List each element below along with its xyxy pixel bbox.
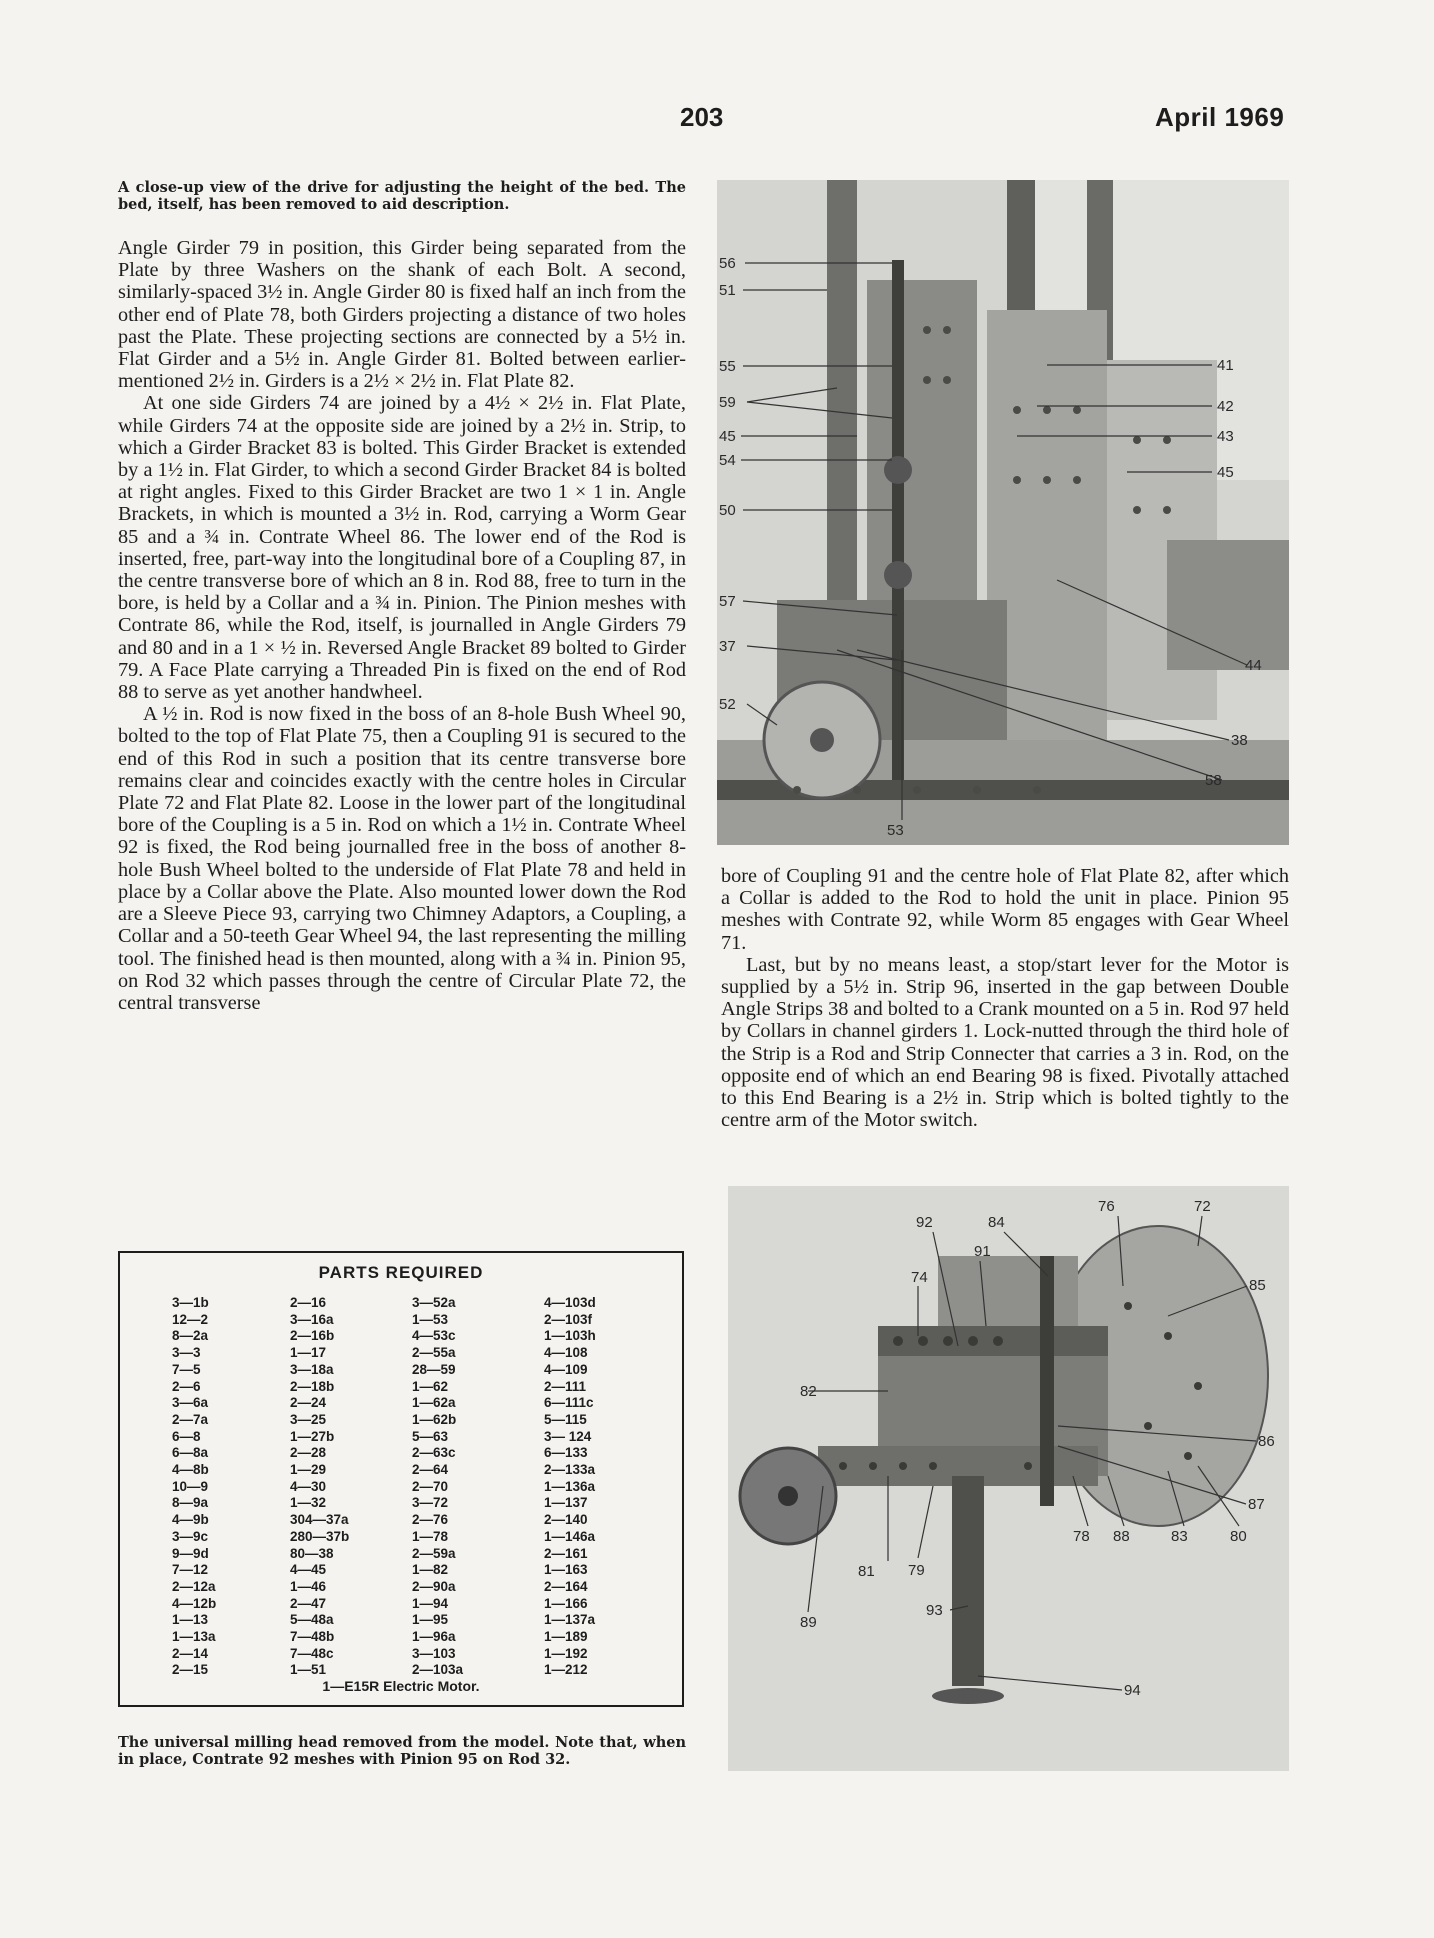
- parts-footer: 1—E15R Electric Motor.: [322, 1678, 480, 1694]
- parts-item: 4—109: [544, 1361, 588, 1377]
- paragraph: bore of Coupling 91 and the centre hole of Flat Plate 82, after which a Collar is added to the Rod to hold the unit in place. Pinion 95 meshes with Contrate 92, while Worm 85 engages with Gear Wheel 71.: [721, 865, 1289, 954]
- parts-item: 2—16b: [290, 1328, 335, 1344]
- photo-milling-head-illustration: [728, 1186, 1289, 1771]
- callout-label: 57: [719, 593, 736, 610]
- callout-label: 50: [719, 502, 736, 519]
- callout-label: 89: [800, 1614, 817, 1631]
- parts-item: 5—115: [544, 1411, 587, 1427]
- callout-label: 76: [1098, 1198, 1115, 1215]
- paragraph: Angle Girder 79 in position, this Girder being separated from the Plate by three Washers on the shank of each Bolt. A second, similarly-spaced 3½ in. Angle Girder 80 is fixed half an inch from the other end of Plate 78, both Girders projecting a distance of two holes past the Plate. These projecting sections are connected by a 5½ in. Flat Girder and a 5½ in. Angle Girder 81. Bolted between earlier-mentioned 2½ in. Girders is a 2½ × 2½ in. Flat Plate 82.: [118, 237, 686, 393]
- paragraph: A ½ in. Rod is now fixed in the boss of an 8-hole Bush Wheel 90, bolted to the top of Flat Plate 75, then a Coupling 91 is secured to the end of this Rod in such a position that its centre transverse bore remains clear and coincides exactly with the centre holes in Circular Plate 72 and Flat Plate 82. Loose in the lower part of the longitudinal bore of the Coupling is a 5 in. Rod on which a 1½ in. Contrate Wheel 92 is fixed, the Rod being journalled free in the boss of another 8-hole Bush Wheel bolted to the underside of Flat Plate 78 and held in place by a Collar above the Plate. Also mounted lower down the Rod are a Sleeve Piece 93, carrying two Chimney Adaptors, a Coupling, a Collar and a 50-teeth Gear Wheel 94, the last representing the milling tool. The finished head is then mounted, along with a ¾ in. Pinion 95, on Rod 32 which passes through the centre of Circular Plate 72, the central transverse: [118, 703, 686, 1014]
- page-number: 203: [680, 102, 724, 132]
- parts-item: 80—38: [290, 1545, 334, 1561]
- paragraph: At one side Girders 74 are joined by a 4½ × 2½ in. Flat Plate, while Girders 74 at the opposite side are joined by a 2½ in. Strip, to which a Girder Bracket 83 is bolted. This Girder Bracket is extended by a 1½ in. Flat Girder, to which a second Girder Bracket 84 is bolted at right angles. Fixed to this Girder Bracket are two 1 × 1 in. Angle Brackets, in which is mounted a 3½ in. Rod, carrying a Worm Gear 85 and a ¾ in. Contrate Wheel 86. The lower end of the Rod is inserted, free, part-way into the longitudinal bore of a Coupling 87, in the centre transverse bore of which an 8 in. Rod 88, free to turn in the bore, is held by a Collar and a ¾ in. Pinion. The Pinion meshes with Contrate 86, while the Rod, itself, is journalled in Angle Girders 79 and 80 and in a 1 × ½ in. Reversed Angle Bracket 89 bolted to Girder 79. A Face Plate carrying a Threaded Pin is fixed on the end of Rod 88 to serve as yet another handwheel.: [118, 392, 686, 704]
- parts-item: 3—52a: [412, 1295, 456, 1310]
- parts-item: 1—94: [412, 1595, 449, 1611]
- parts-item: 2—111: [544, 1378, 587, 1394]
- parts-item: 280—37b: [290, 1528, 350, 1544]
- parts-item: 1—95: [412, 1612, 449, 1628]
- parts-item: 1—189: [544, 1629, 588, 1645]
- parts-item: 4—30: [290, 1478, 327, 1494]
- parts-item: 7—48b: [290, 1629, 335, 1645]
- callout-label: 79: [908, 1562, 925, 1579]
- parts-item: 3—9c: [172, 1528, 209, 1544]
- callout-label: 72: [1194, 1198, 1211, 1215]
- callout-label: 84: [988, 1214, 1005, 1231]
- callout-label: 54: [719, 452, 736, 469]
- parts-item: 1—103h: [544, 1328, 596, 1344]
- callout-label: 43: [1217, 428, 1234, 445]
- parts-title: PARTS REQUIRED: [318, 1263, 484, 1282]
- parts-item: 2—161: [544, 1545, 588, 1561]
- parts-item: 1—212: [544, 1662, 588, 1678]
- parts-item: 5—48a: [290, 1612, 334, 1628]
- callout-label: 42: [1217, 398, 1234, 415]
- parts-item: 10—9: [172, 1478, 209, 1494]
- parts-item: 2—70: [412, 1478, 449, 1494]
- callout-label: 56: [719, 255, 736, 272]
- parts-item: 1—13a: [172, 1629, 216, 1645]
- parts-item: 3—6a: [172, 1395, 209, 1411]
- parts-item: 3—103: [412, 1645, 456, 1661]
- parts-item: 28—59: [412, 1361, 456, 1377]
- parts-item: 1—62: [412, 1378, 449, 1394]
- parts-item: 2—12a: [172, 1578, 216, 1594]
- parts-item: 2—24: [290, 1395, 327, 1411]
- photo-milling-head: [728, 1186, 1289, 1771]
- parts-item: 1—27b: [290, 1428, 335, 1444]
- parts-item: 2—90a: [412, 1578, 456, 1594]
- parts-item: 304—37a: [290, 1512, 349, 1528]
- parts-item: 4—9b: [172, 1512, 209, 1528]
- parts-item: 2—59a: [412, 1545, 456, 1561]
- caption-top: A close-up view of the drive for adjusting the height of the bed. The bed, itself, has been removed to aid description.: [118, 179, 686, 213]
- parts-item: 1—96a: [412, 1629, 456, 1645]
- parts-item: 2—16: [290, 1295, 327, 1310]
- issue-date: April 1969: [1155, 102, 1285, 132]
- paragraph: Last, but by no means least, a stop/start lever for the Motor is supplied by a 5½ in. Strip 96, inserted in the gap between Double Angle Strips 38 and bolted to a Crank mounted on a 5 in. Rod 97 held by Collars in channel girders 1. Lock-nutted through the third hole of the Strip is a Rod and Strip Connecter that carries a 3 in. Rod, on the opposite end of which an end Bearing 98 is fixed. Pivotally attached to this End Bearing is a 2½ in. Strip which is bolted tightly to the centre arm of the Motor switch.: [721, 953, 1289, 1132]
- parts-item: 1—62a: [412, 1395, 456, 1411]
- parts-item: 2—63c: [412, 1445, 456, 1461]
- callout-label: 91: [974, 1243, 991, 1260]
- parts-item: 1—13: [172, 1612, 209, 1628]
- parts-item: 8—2a: [172, 1328, 209, 1344]
- article-right-column: [721, 865, 1289, 1131]
- parts-required-box: [118, 1251, 684, 1707]
- parts-item: 2—28: [290, 1445, 327, 1461]
- parts-item: 2—15: [172, 1662, 209, 1678]
- article-left-column: [118, 237, 686, 1014]
- parts-item: 2—103a: [412, 1662, 464, 1678]
- parts-item: 2—14: [172, 1645, 209, 1661]
- callout-label: 87: [1248, 1496, 1265, 1513]
- parts-item: 1—192: [544, 1645, 588, 1661]
- callout-label: 74: [911, 1269, 928, 1286]
- parts-item: 4—108: [544, 1345, 588, 1361]
- parts-item: 3—1b: [172, 1295, 209, 1310]
- parts-item: 3—16a: [290, 1311, 334, 1327]
- callout-label: 83: [1171, 1528, 1188, 1545]
- parts-item: 2—103f: [544, 1311, 593, 1327]
- callout-label: 59: [719, 394, 736, 411]
- parts-item: 5—63: [412, 1428, 449, 1444]
- callout-label: 38: [1231, 732, 1248, 749]
- callout-label: 92: [916, 1214, 933, 1231]
- callout-label: 82: [800, 1383, 817, 1400]
- parts-item: 6—8: [172, 1428, 201, 1444]
- parts-column: [412, 1295, 463, 1679]
- parts-column: [544, 1295, 596, 1679]
- parts-item: 1—136a: [544, 1478, 596, 1494]
- parts-item: 1—163: [544, 1562, 588, 1578]
- parts-item: 1—29: [290, 1462, 327, 1478]
- parts-item: 1—82: [412, 1562, 449, 1578]
- parts-item: 2—133a: [544, 1462, 596, 1478]
- parts-item: 1—51: [290, 1662, 327, 1678]
- photo-bed-drive: [717, 180, 1289, 845]
- parts-item: 2—47: [290, 1595, 327, 1611]
- parts-item: 1—53: [412, 1311, 449, 1327]
- parts-item: 2—7a: [172, 1411, 209, 1427]
- parts-item: 6—8a: [172, 1445, 209, 1461]
- parts-item: 4—12b: [172, 1595, 217, 1611]
- callout-label: 80: [1230, 1528, 1247, 1545]
- callout-label: 41: [1217, 357, 1234, 374]
- parts-item: 6—111c: [544, 1395, 594, 1411]
- parts-item: 1—146a: [544, 1528, 596, 1544]
- parts-item: 4—45: [290, 1562, 327, 1578]
- parts-item: 1—137: [544, 1495, 588, 1511]
- parts-item: 9—9d: [172, 1545, 209, 1561]
- parts-item: 1—78: [412, 1528, 449, 1544]
- parts-item: 8—9a: [172, 1495, 209, 1511]
- parts-item: 1—137a: [544, 1612, 596, 1628]
- callout-label: 81: [858, 1563, 875, 1580]
- parts-item: 7—12: [172, 1562, 209, 1578]
- callout-label: 94: [1124, 1682, 1141, 1699]
- parts-item: 6—133: [544, 1445, 588, 1461]
- callout-label: 55: [719, 358, 736, 375]
- parts-item: 2—55a: [412, 1345, 456, 1361]
- parts-item: 3—3: [172, 1345, 201, 1361]
- parts-item: 1—17: [290, 1345, 327, 1361]
- callout-label: 44: [1245, 657, 1262, 674]
- parts-column: [172, 1295, 216, 1679]
- parts-item: 2—76: [412, 1512, 449, 1528]
- callout-label: 88: [1113, 1528, 1130, 1545]
- parts-column: [290, 1295, 349, 1679]
- parts-item: 3—18a: [290, 1361, 334, 1377]
- callout-label: 53: [887, 822, 904, 839]
- callout-label: 58: [1205, 772, 1222, 789]
- parts-item: 1—46: [290, 1578, 327, 1594]
- parts-item: 2—164: [544, 1578, 588, 1594]
- parts-item: 3—72: [412, 1495, 449, 1511]
- parts-item: 7—48c: [290, 1645, 334, 1661]
- parts-item: 1—32: [290, 1495, 327, 1511]
- callout-label: 93: [926, 1602, 943, 1619]
- callout-label: 52: [719, 696, 736, 713]
- parts-item: 12—2: [172, 1311, 209, 1327]
- parts-item: 4—8b: [172, 1462, 209, 1478]
- caption-bottom: The universal milling head removed from the model. Note that, when in place, Contrate 92 meshes with Pinion 95 on Rod 32.: [118, 1734, 686, 1768]
- parts-item: 3—25: [290, 1411, 327, 1427]
- photo-bed-drive-illustration: [717, 180, 1289, 845]
- parts-item: 7—5: [172, 1361, 201, 1377]
- callout-label: 37: [719, 638, 736, 655]
- parts-item: 2—140: [544, 1512, 588, 1528]
- parts-item: 1—166: [544, 1595, 588, 1611]
- callout-label: 86: [1258, 1433, 1275, 1450]
- parts-item: 4—103d: [544, 1295, 596, 1310]
- parts-item: 2—6: [172, 1378, 201, 1394]
- callout-label: 51: [719, 282, 736, 299]
- callout-label: 45: [1217, 464, 1234, 481]
- parts-item: 1—62b: [412, 1411, 457, 1427]
- callout-label: 85: [1249, 1277, 1266, 1294]
- callout-label: 78: [1073, 1528, 1090, 1545]
- parts-item: 2—18b: [290, 1378, 335, 1394]
- parts-item: 4—53c: [412, 1328, 456, 1344]
- parts-item: 3— 124: [544, 1428, 592, 1444]
- callout-label: 45: [719, 428, 736, 445]
- parts-item: 2—64: [412, 1462, 449, 1478]
